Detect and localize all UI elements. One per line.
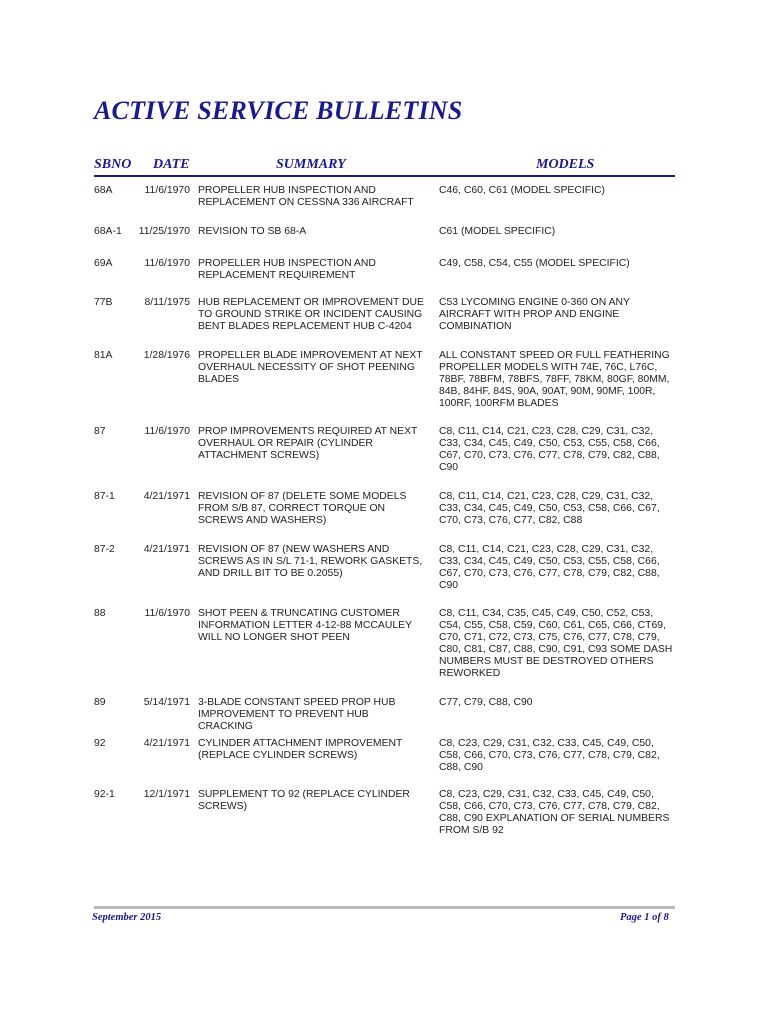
sbno-cell: 87-2 xyxy=(94,544,115,555)
sbno-cell: 92-1 xyxy=(94,789,115,800)
models-cell: C8, C23, C29, C31, C32, C33, C45, C49, C50, C58, C66, C70, C73, C76, C77, C78, C79, C82, C88, C90 EXPLANATION OF SERIAL NUMBERS FROM S/B 92 xyxy=(439,789,670,836)
sbno-cell: 69A xyxy=(94,258,113,269)
sbno-cell: 68A-1 xyxy=(94,226,122,237)
models-cell: C8, C11, C14, C21, C23, C28, C29, C31, C32, C33, C34, C45, C49, C50, C53, C55, C58, C66, C67, C70, C73, C76, C77, C78, C79, C82, C88, C90 xyxy=(439,426,660,473)
summary-cell: REVISION TO SB 68-A xyxy=(198,226,307,237)
sbno-cell: 81A xyxy=(94,350,113,361)
models-cell: C49, C58, C54, C55 (MODEL SPECIFIC) xyxy=(439,258,630,269)
summary-cell: PROPELLER HUB INSPECTION AND REPLACEMENT ON CESSNA 336 AIRCRAFT xyxy=(198,185,414,208)
sbno-cell: 68A xyxy=(94,185,113,196)
date-cell: 11/6/1970 xyxy=(144,426,190,437)
header-divider xyxy=(94,175,675,177)
models-cell: C8, C11, C34, C35, C45, C49, C50, C52, C53, C54, C55, C58, C59, C60, C61, C65, C66, CT69, C70, C71, C72, C73, C75, C76, C77, C78, C79, C80, C81, C87, C88, C90, C91, C93 SOME DASH NUMBERS MUST BE DESTROYED OTHERS REWORKED xyxy=(439,608,673,679)
models-cell: C53 LYCOMING ENGINE 0-360 ON ANY AIRCRAFT WITH PROP AND ENGINE COMBINATION xyxy=(439,297,630,332)
date-cell: 11/6/1970 xyxy=(144,608,190,619)
summary-cell: SHOT PEEN & TRUNCATING CUSTOMER INFORMATION LETTER 4-12-88 MCCAULEY WILL NO LONGER SHOT PEEN xyxy=(198,608,413,643)
sbno-cell: 87-1 xyxy=(94,491,115,502)
date-cell: 1/28/1976 xyxy=(143,350,190,361)
date-cell: 5/14/1971 xyxy=(143,697,190,708)
date-cell: 12/1/1971 xyxy=(143,789,190,800)
sbno-cell: 77B xyxy=(94,297,113,308)
date-cell: 11/6/1970 xyxy=(144,258,190,269)
summary-cell: PROPELLER HUB INSPECTION AND REPLACEMENT REQUIREMENT xyxy=(198,258,376,281)
column-header-date: DATE xyxy=(153,157,190,172)
date-cell: 8/11/1975 xyxy=(144,297,190,308)
date-cell: 11/6/1970 xyxy=(144,185,190,196)
summary-cell: PROP IMPROVEMENTS REQUIRED AT NEXT OVERHAUL OR REPAIR (CYLINDER ATTACHMENT SCREWS) xyxy=(198,426,418,461)
models-cell: C8, C23, C29, C31, C32, C33, C45, C49, C50, C58, C66, C70, C73, C76, C77, C78, C79, C82, C88, C90 xyxy=(439,738,660,773)
footer-date: September 2015 xyxy=(92,912,162,923)
column-header-summary: SUMMARY xyxy=(276,157,346,172)
models-cell: ALL CONSTANT SPEED OR FULL FEATHERING PROPELLER MODELS WITH 74E, 76C, L76C, 78BF, 78BFM, 78BFS, 78FF, 78KM, 80GF, 80MM, 84B, 84HF, 84S, 90A, 90AT, 90M, 90MF, 100R, 100RF, 100RFM BLADES xyxy=(439,350,670,409)
sbno-cell: 89 xyxy=(94,697,106,708)
sbno-cell: 92 xyxy=(94,738,106,749)
footer-divider xyxy=(94,906,675,909)
sbno-cell: 88 xyxy=(94,608,106,619)
summary-cell: SUPPLEMENT TO 92 (REPLACE CYLINDER SCREWS) xyxy=(198,789,410,812)
summary-cell: REVISION OF 87 (DELETE SOME MODELS FROM S/B 87, CORRECT TORQUE ON SCREWS AND WASHERS) xyxy=(198,491,407,526)
sbno-cell: 87 xyxy=(94,426,106,437)
page-number: Page 1 of 8 xyxy=(620,912,669,923)
date-cell: 4/21/1971 xyxy=(143,491,190,502)
models-cell: C8, C11, C14, C21, C23, C28, C29, C31, C32, C33, C34, C45, C49, C50, C53, C55, C58, C66, C67, C70, C73, C76, C77, C78, C79, C82, C88, C90 xyxy=(439,544,660,591)
models-cell: C8, C11, C14, C21, C23, C28, C29, C31, C32, C33, C34, C45, C49, C50, C53, C58, C66, C67, C70, C73, C76, C77, C82, C88 xyxy=(439,491,660,526)
column-header-models: MODELS xyxy=(536,157,595,172)
summary-cell: PROPELLER BLADE IMPROVEMENT AT NEXT OVERHAUL NECESSITY OF SHOT PEENING BLADES xyxy=(198,350,423,385)
date-cell: 11/25/1970 xyxy=(138,226,190,237)
summary-cell: 3-BLADE CONSTANT SPEED PROP HUB IMPROVEMENT TO PREVENT HUB CRACKING xyxy=(198,697,396,732)
summary-cell: CYLINDER ATTACHMENT IMPROVEMENT (REPLACE CYLINDER SCREWS) xyxy=(198,738,403,761)
column-header-sbno: SBNO xyxy=(94,157,132,172)
models-cell: C77, C79, C88, C90 xyxy=(439,697,533,708)
date-cell: 4/21/1971 xyxy=(143,738,190,749)
page-title: ACTIVE SERVICE BULLETINS xyxy=(94,96,463,125)
summary-cell: HUB REPLACEMENT OR IMPROVEMENT DUE TO GROUND STRIKE OR INCIDENT CAUSING BENT BLADES REPLACEMENT HUB C-4204 xyxy=(198,297,424,332)
summary-cell: REVISION OF 87 (NEW WASHERS AND SCREWS AS IN S/L 71-1, REWORK GASKETS, AND DRILL BIT TO BE 0.2055) xyxy=(198,544,423,579)
models-cell: C46, C60, C61 (MODEL SPECIFIC) xyxy=(439,185,605,196)
models-cell: C61 (MODEL SPECIFIC) xyxy=(439,226,556,237)
date-cell: 4/21/1971 xyxy=(143,544,190,555)
